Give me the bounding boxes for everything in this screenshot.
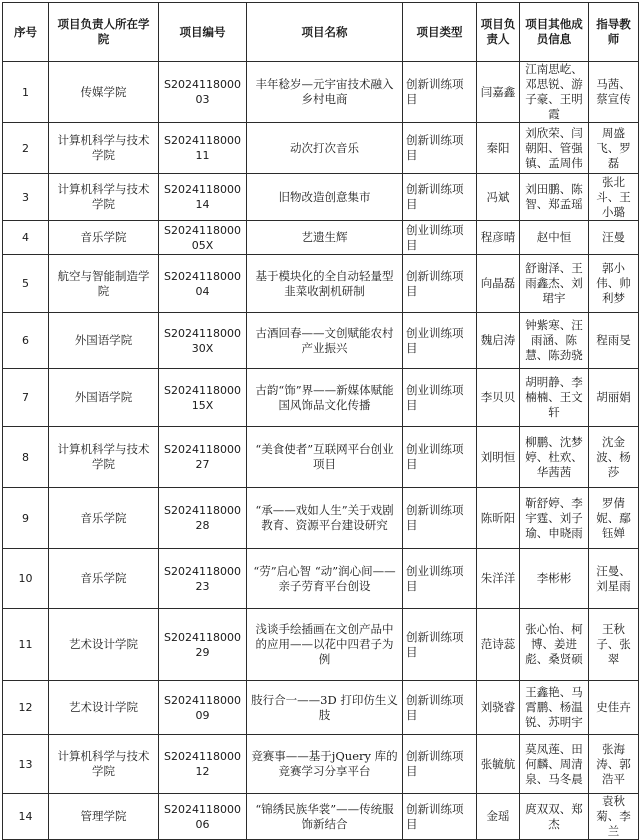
cell-advisor: 程雨旻 — [589, 313, 639, 369]
table-row — [3, 488, 639, 549]
cell-project-name: “劳”启心智 “动”润心间——亲子劳育平台创设 — [247, 549, 403, 609]
cell-project-name: 古酒回春——文创赋能农村产业振兴 — [247, 313, 403, 369]
cell-advisor: 马茜、蔡宣传 — [589, 62, 639, 123]
cell-leader: 张毓航 — [477, 735, 520, 794]
cell-advisor: 张北斗、王小璐 — [589, 174, 639, 221]
cell-leader: 李贝贝 — [477, 369, 520, 427]
cell-project-name: “锦绣民族华裳”——传统服饰新结合 — [247, 794, 403, 840]
cell-college: 航空与智能制造学院 — [49, 255, 159, 313]
cell-leader: 闫嘉鑫 — [477, 62, 520, 123]
cell-leader: 刘骁睿 — [477, 681, 520, 735]
cell-members: 王鑫艳、马霄鹏、杨温锐、苏明宇 — [520, 681, 589, 735]
cell-project-type: 创新训练项目 — [403, 794, 477, 840]
table-row — [3, 255, 639, 313]
cell-members: 柳鹏、沈梦婷、杜欢、华茜茜 — [520, 427, 589, 488]
cell-project-code: S202411800011 — [159, 123, 247, 174]
cell-members: 李彬彬 — [520, 549, 589, 609]
cell-project-name: 肢行合一——3D 打印仿生义肢 — [247, 681, 403, 735]
cell-index: 2 — [3, 123, 49, 174]
cell-leader: 秦阳 — [477, 123, 520, 174]
cell-members: 钟紫寒、汪雨涵、陈慧、陈劲骁 — [520, 313, 589, 369]
cell-college: 计算机科学与技术学院 — [49, 123, 159, 174]
cell-project-code: S202411800004 — [159, 255, 247, 313]
cell-leader: 金瑶 — [477, 794, 520, 840]
cell-project-code: S202411800030X — [159, 313, 247, 369]
cell-leader: 陈昕阳 — [477, 488, 520, 549]
cell-members: 张心怡、柯博、姜进彪、桑贤硕 — [520, 609, 589, 681]
cell-project-name: 丰年稔岁—元宇宙技术融入乡村电商 — [247, 62, 403, 123]
cell-college: 音乐学院 — [49, 549, 159, 609]
cell-leader: 程彦晴 — [477, 221, 520, 255]
table-row — [3, 427, 639, 488]
cell-project-code: S202411800027 — [159, 427, 247, 488]
table-row — [3, 221, 639, 255]
cell-college: 传媒学院 — [49, 62, 159, 123]
cell-college: 计算机科学与技术学院 — [49, 735, 159, 794]
cell-advisor: 郭小伟、帅利梦 — [589, 255, 639, 313]
cell-project-code: S202411800014 — [159, 174, 247, 221]
cell-college: 音乐学院 — [49, 221, 159, 255]
cell-advisor: 汪曼 — [589, 221, 639, 255]
table-row — [3, 369, 639, 427]
cell-project-name: 艺遗生辉 — [247, 221, 403, 255]
cell-leader: 冯斌 — [477, 174, 520, 221]
cell-advisor: 沈金波、杨莎 — [589, 427, 639, 488]
cell-project-type: 创新训练项目 — [403, 488, 477, 549]
cell-project-type: 创业训练项目 — [403, 221, 477, 255]
project-table — [2, 2, 639, 840]
cell-project-type: 创新训练项目 — [403, 62, 477, 123]
cell-leader: 朱洋洋 — [477, 549, 520, 609]
cell-members: 刘田鹏、陈智、郑孟瑶 — [520, 174, 589, 221]
table-row — [3, 735, 639, 794]
cell-advisor: 罗倩妮、鄢钰婵 — [589, 488, 639, 549]
cell-advisor: 袁秋菊、李兰 — [589, 794, 639, 840]
header-leader: 项目负责人 — [477, 3, 520, 62]
cell-project-type: 创新训练项目 — [403, 255, 477, 313]
cell-project-type: 创业训练项目 — [403, 549, 477, 609]
cell-project-name: 动次打次音乐 — [247, 123, 403, 174]
cell-project-name: 古韵“饰”界——新媒体赋能国风饰品文化传播 — [247, 369, 403, 427]
cell-index: 6 — [3, 313, 49, 369]
cell-leader: 魏启涛 — [477, 313, 520, 369]
cell-index: 7 — [3, 369, 49, 427]
cell-advisor: 汪曼、刘星雨 — [589, 549, 639, 609]
cell-project-name: 基于模块化的全自动轻量型韭菜收割机研制 — [247, 255, 403, 313]
cell-index: 5 — [3, 255, 49, 313]
cell-project-code: S202411800023 — [159, 549, 247, 609]
table-row — [3, 123, 639, 174]
cell-project-name: 旧物改造创意集市 — [247, 174, 403, 221]
cell-college: 音乐学院 — [49, 488, 159, 549]
cell-members: 赵中恒 — [520, 221, 589, 255]
cell-project-type: 创业训练项目 — [403, 313, 477, 369]
cell-index: 4 — [3, 221, 49, 255]
table-row — [3, 549, 639, 609]
cell-index: 14 — [3, 794, 49, 840]
cell-college: 计算机科学与技术学院 — [49, 427, 159, 488]
header-advisor: 指导教师 — [589, 3, 639, 62]
cell-project-code: S202411800012 — [159, 735, 247, 794]
cell-members: 靳舒婷、李宇霆、刘子瑜、申晓雨 — [520, 488, 589, 549]
header-project-code: 项目编号 — [159, 3, 247, 62]
cell-project-code: S202411800006 — [159, 794, 247, 840]
cell-project-name: 浅谈手绘插画在文创产品中的应用——以花中四君子为例 — [247, 609, 403, 681]
cell-college: 外国语学院 — [49, 369, 159, 427]
table-row — [3, 174, 639, 221]
cell-project-type: 创业训练项目 — [403, 427, 477, 488]
header-project-type: 项目类型 — [403, 3, 477, 62]
header-project-name: 项目名称 — [247, 3, 403, 62]
cell-project-name: “美食使者”互联网平台创业项目 — [247, 427, 403, 488]
cell-project-name: 竞赛事——基于jQuery 库的竞赛学习分享平台 — [247, 735, 403, 794]
table-row — [3, 794, 639, 840]
cell-project-type: 创业训练项目 — [403, 369, 477, 427]
cell-project-type: 创新训练项目 — [403, 681, 477, 735]
cell-members: 刘欣荣、闫朝阳、管强镇、孟周伟 — [520, 123, 589, 174]
cell-project-code: S202411800029 — [159, 609, 247, 681]
cell-project-type: 创新训练项目 — [403, 609, 477, 681]
cell-index: 8 — [3, 427, 49, 488]
cell-project-name: “承——戏如人生”关于戏剧教育、资源平台建设研究 — [247, 488, 403, 549]
cell-index: 1 — [3, 62, 49, 123]
cell-leader: 范诗蕊 — [477, 609, 520, 681]
cell-project-code: S202411800009 — [159, 681, 247, 735]
cell-college: 计算机科学与技术学院 — [49, 174, 159, 221]
cell-index: 3 — [3, 174, 49, 221]
cell-advisor: 王秋子、张翠 — [589, 609, 639, 681]
cell-advisor: 周盛飞、罗磊 — [589, 123, 639, 174]
cell-project-code: S202411800005X — [159, 221, 247, 255]
cell-college: 管理学院 — [49, 794, 159, 840]
table-row — [3, 313, 639, 369]
cell-leader: 刘明恒 — [477, 427, 520, 488]
header-index: 序号 — [3, 3, 49, 62]
cell-advisor: 张海涛、郭浩平 — [589, 735, 639, 794]
cell-members: 莫凤莲、田何麟、周清泉、马冬晨 — [520, 735, 589, 794]
header-college: 项目负责人所在学院 — [49, 3, 159, 62]
cell-members: 舒谢泽、王雨鑫杰、刘珺宇 — [520, 255, 589, 313]
cell-project-type: 创新训练项目 — [403, 735, 477, 794]
cell-project-code: S202411800028 — [159, 488, 247, 549]
table-row — [3, 609, 639, 681]
cell-index: 13 — [3, 735, 49, 794]
cell-index: 11 — [3, 609, 49, 681]
cell-college: 外国语学院 — [49, 313, 159, 369]
cell-members: 江南思屹、邓思锐、游子豪、王明霞 — [520, 62, 589, 123]
cell-members: 胡明静、李楠楠、王文轩 — [520, 369, 589, 427]
cell-index: 9 — [3, 488, 49, 549]
cell-index: 12 — [3, 681, 49, 735]
cell-project-code: S202411800003 — [159, 62, 247, 123]
cell-college: 艺术设计学院 — [49, 681, 159, 735]
cell-members: 庹双双、郑杰 — [520, 794, 589, 840]
table-row — [3, 681, 639, 735]
cell-index: 10 — [3, 549, 49, 609]
header-members: 项目其他成员信息 — [520, 3, 589, 62]
cell-project-type: 创新训练项目 — [403, 174, 477, 221]
cell-project-code: S202411800015X — [159, 369, 247, 427]
cell-advisor: 史佳卉 — [589, 681, 639, 735]
cell-advisor: 胡丽娟 — [589, 369, 639, 427]
cell-project-type: 创新训练项目 — [403, 123, 477, 174]
table-header-row — [3, 3, 639, 62]
cell-college: 艺术设计学院 — [49, 609, 159, 681]
cell-leader: 向晶磊 — [477, 255, 520, 313]
table-row — [3, 62, 639, 123]
